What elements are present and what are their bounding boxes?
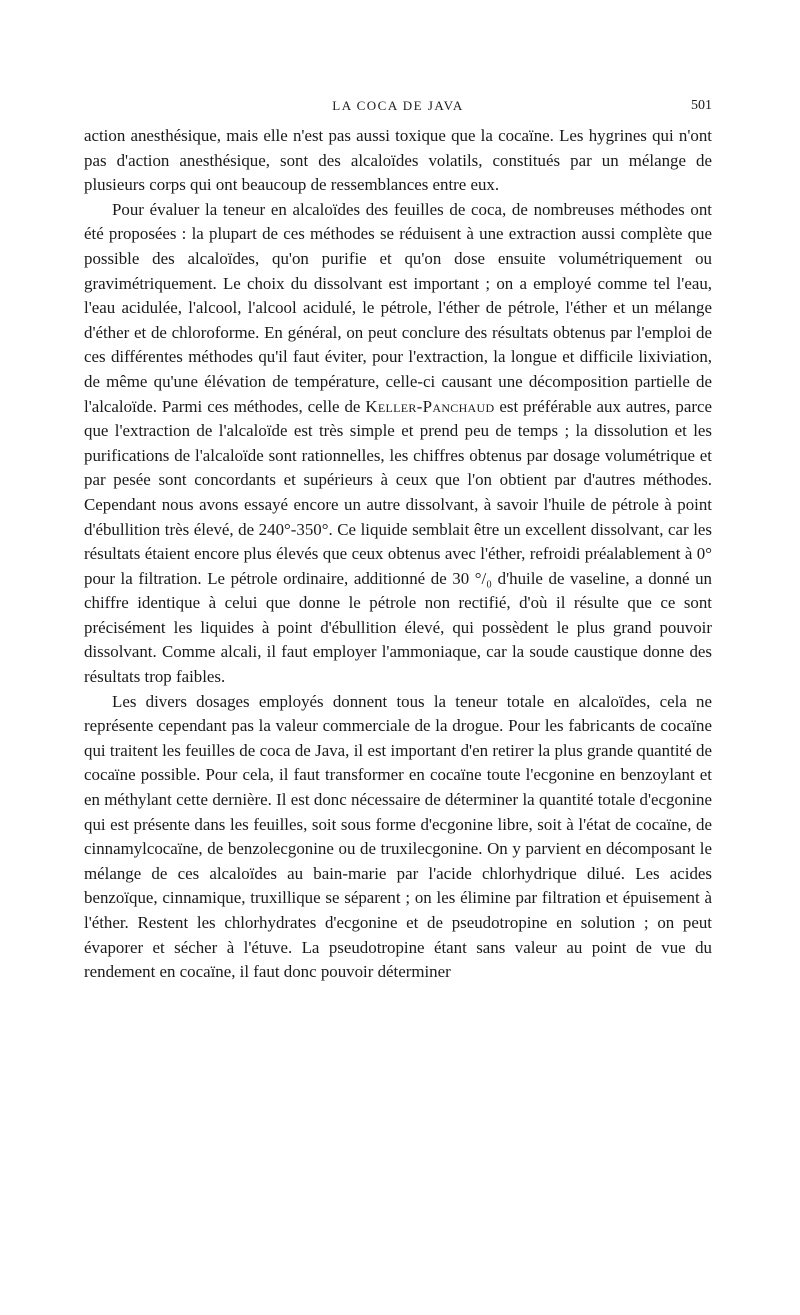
paragraph-1: action anesthésique, mais elle n'est pas aussi toxique que la cocaïne. Les hygrines qui n'ont pas d'action anesthésique, sont des alcaloïdes volatils, constitués par un mélange de plusieurs corps qui ont beaucoup de ressemblances entre eux. [84,126,712,195]
page [84,98,712,985]
author-name: Keller-Panchaud [365,396,495,416]
paragraph-3: Les divers dosages employés donnent tous la teneur totale en alcaloïdes, cela ne représente cependant pas la valeur commerciale de la drogue. Pour les fabricants de cocaïne qui traitent les feuilles de coca de Java, il est important d'en retirer la plus grande quantité de cocaïne possible. Pour cela, il faut transformer en cocaïne toute l'ecgonine en benzoylant et en méthylant cette dernière. Il est donc nécessaire de déterminer la quantité totale d'ecgonine qui est présente dans les feuilles, soit sous forme d'ecgonine libre, soit à l'état de cocaïne, de cinnamylcocaïne, de benzolecgonine ou de truxilecgonine. On y parvient en décomposant le mélange de ces alcaloïdes au bain-marie par l'acide chlorhydrique dilué. Les acides benzoïque, cinnamique, truxillique se séparent ; on les élimine par filtration et épuisement à l'éther. Restent les chlorhydrates d'ecgonine et de pseudotropine en solution ; on peut évaporer et sécher à l'étuve. La pseudotropine étant sans valeur au point de vue du rendement en cocaïne, il faut donc pouvoir déterminer [84,691,712,982]
page-number: 501 [691,98,712,113]
paragraph-2-text-after: est préférable aux autres, parce que l'extraction de l'alcaloïde est très simple et prend peu de temps ; la dissolution et les purifications de l'alcaloïde sont rationnelles, les chiffres obtenus par dosage volumétrique et par pesée sont concordants et supérieurs à ceux que l'on obtient par d'autres méthodes. Cependant nous avons essayé encore un autre dissolvant, à savoir l'huile de pétrole à point d'ébullition très élevé, de 240°-350°. Ce liquide semblait être un excellent dissolvant, car les résultats étaient encore plus élevés que ceux obtenus avec l'éther, refroidi préalablement à 0° pour la filtration. Le pétrole ordinaire, additionné de 30 °/₀ d'huile de vaseline, a donné un chiffre identique à celui que donne le pétrole non rectifié, d'où il résulte que ce sont précisément les liquides à point d'ébullition élevé, qui possèdent le plus grand pouvoir dissolvant. Comme alcali, il faut employer l'ammoniaque, car la soude caustique donne des résultats trop faibles. [84,396,712,687]
paragraph-2-text-before: Pour évaluer la teneur en alcaloïdes des feuilles de coca, de nombreuses méthodes ont été proposées : la plupart de ces méthodes se réduisent à une extraction aussi complète que possible des alcaloïdes, qu'on purifie et qu'on dose ensuite volumétriquement ou gravimétriquement. Le choix du dissolvant est important ; on a employé comme tel l'eau, l'eau acidulée, l'alcool, l'alcool acidulé, le pétrole, l'éther de pétrole, l'éther et un mélange d'éther et de chloroforme. En général, on peut conclure des résultats obtenus par l'emploi de ces différentes méthodes qu'il faut éviter, pour l'extraction, la longue et difficile lixiviation, de même qu'une élévation de température, celle-ci causant une décomposition partielle de l'alcaloïde. Parmi ces méthodes, celle de [84,199,712,416]
running-head [84,98,712,124]
running-title: LA COCA DE JAVA [332,98,464,113]
paragraph-2 [84,198,712,690]
body-text [84,124,712,985]
